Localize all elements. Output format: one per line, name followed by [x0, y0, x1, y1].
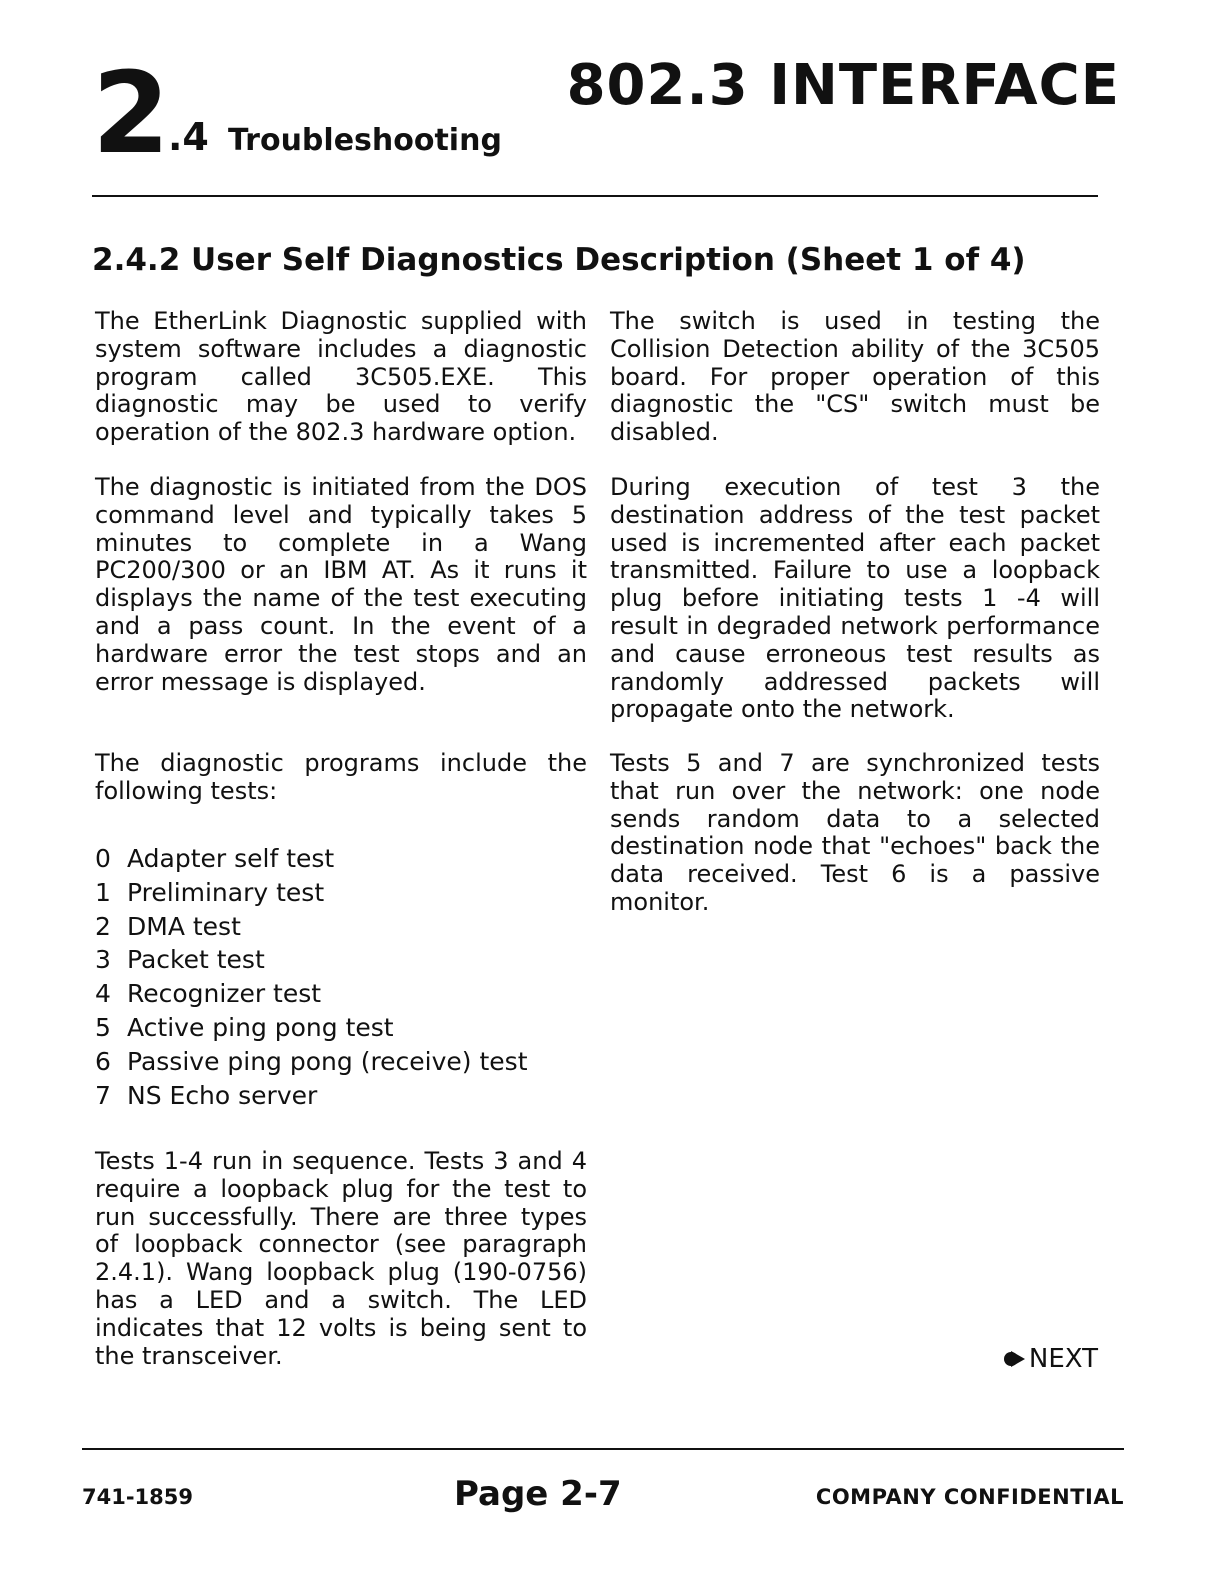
test-number: 0 — [95, 844, 111, 873]
test-number: 6 — [95, 1046, 111, 1076]
right-paragraph-3: Tests 5 and 7 are synchronized tests that run over the network: one node sends random data to a selected destination node that "echoes" back the data received. Test 6 is a passive monitor. — [610, 749, 1100, 916]
test-name: DMA test — [127, 911, 241, 941]
test-name: Active ping pong test — [127, 1012, 394, 1042]
section-title: Troubleshooting — [228, 123, 502, 158]
right-paragraph-1: The switch is used in testing the Collision Detection ability of the 3C505 board. For proper operation of this diagnostic the "CS" switch must be disabled. — [610, 307, 1100, 447]
test-name: Passive ping pong (receive) test — [127, 1046, 528, 1076]
list-item — [95, 842, 528, 876]
test-name: Packet test — [127, 945, 265, 975]
test-name: Preliminary test — [127, 877, 325, 907]
test-list — [95, 842, 528, 1112]
test-number: 7 — [95, 1080, 111, 1110]
page-number: Page 2-7 — [454, 1474, 622, 1514]
next-page-link[interactable] — [1003, 1346, 1098, 1372]
test-name: Adapter self test — [127, 844, 335, 873]
left-paragraph-3: The diagnostic programs include the following tests: — [95, 749, 587, 805]
test-number: 5 — [95, 1012, 111, 1042]
arrow-right-icon — [1003, 1349, 1027, 1369]
test-name: NS Echo server — [127, 1080, 318, 1110]
list-item — [95, 1011, 528, 1045]
header-divider — [92, 195, 1098, 197]
footer-divider — [82, 1448, 1124, 1450]
test-number: 4 — [95, 979, 111, 1009]
test-number: 2 — [95, 911, 111, 941]
test-number: 1 — [95, 877, 111, 907]
list-item — [95, 943, 528, 977]
test-name: Recognizer test — [127, 979, 322, 1009]
section-number: .4 — [168, 115, 209, 159]
list-item — [95, 910, 528, 944]
left-paragraph-4: Tests 1-4 run in sequence. Tests 3 and 4 require a loopback plug for the test to run successfully. There are three types of loopback connector (see paragraph 2.4.1). Wang loopback plug (190-0756) has a LED and a switch. The LED indicates that 12 volts is being sent to the transceiver. — [95, 1147, 587, 1370]
document-number: 741-1859 — [82, 1485, 193, 1509]
left-paragraph-2: The diagnostic is initiated from the DOS command level and typically takes 5 minutes to complete in a Wang PC200/300 or an IBM AT. As it runs it displays the name of the test executing and a pass count. In the event of a hardware error the test stops and an error message is displayed. — [95, 473, 587, 696]
confidential-notice: COMPANY CONFIDENTIAL — [815, 1485, 1124, 1509]
page-subheading: 2.4.2 User Self Diagnostics Description (Sheet 1 of 4) — [92, 242, 1026, 278]
list-item — [95, 1045, 528, 1079]
left-paragraph-1: The EtherLink Diagnostic supplied with system software includes a diagnostic program called 3C505.EXE. This diagnostic may be used to verify operation of the 802.3 hardware option. — [95, 307, 587, 447]
list-item — [95, 977, 528, 1011]
next-label: NEXT — [1028, 1344, 1098, 1374]
chapter-number: 2 — [92, 49, 168, 179]
test-number: 3 — [95, 945, 111, 975]
list-item — [95, 1079, 528, 1113]
document-title: 802.3 INTERFACE — [566, 53, 1120, 118]
list-item — [95, 876, 528, 910]
right-paragraph-2: During execution of test 3 the destination address of the test packet used is incremented after each packet transmitted. Failure to use a loopback plug before initiating tests 1 -4 will result in degraded network performance and cause erroneous test results as randomly addressed packets will propagate onto the network. — [610, 473, 1100, 724]
